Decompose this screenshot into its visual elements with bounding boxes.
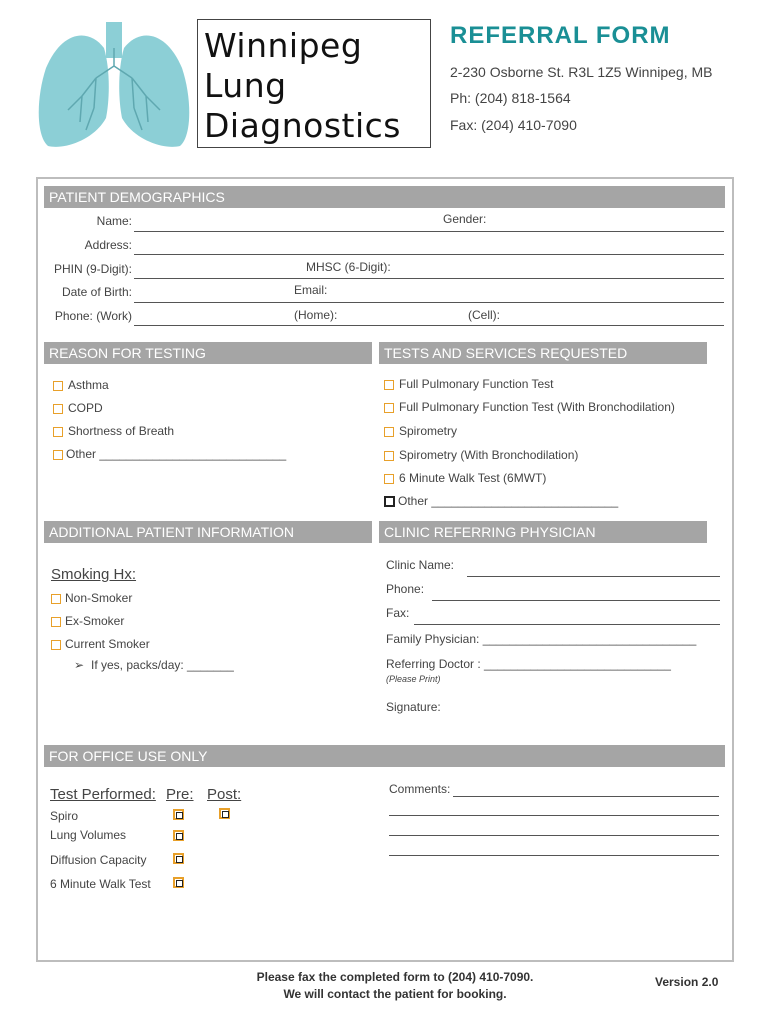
section-reason-for-testing: REASON FOR TESTING xyxy=(44,342,372,364)
dob-field[interactable] xyxy=(134,302,724,303)
comments-line-2[interactable] xyxy=(389,815,719,816)
office-walk-test-label: 6 Minute Walk Test xyxy=(50,877,151,891)
phone-field[interactable] xyxy=(134,325,724,326)
full-pft-bronch-label: Full Pulmonary Function Test (With Bronchodilation) xyxy=(399,400,675,414)
physician-fax-label: Fax: xyxy=(386,606,410,620)
mhsc-label: MHSC (6-Digit): xyxy=(306,260,391,274)
spiro-post-checkbox[interactable] xyxy=(219,808,230,819)
clinic-fax: Fax: (204) 410-7090 xyxy=(450,117,577,133)
logo-line-1: Winnipeg xyxy=(204,26,363,65)
physician-phone-field[interactable] xyxy=(432,600,720,601)
physician-phone-label: Phone: xyxy=(386,582,425,596)
phone-work-label: Phone: (Work) xyxy=(54,309,132,323)
spiro-pre-checkbox[interactable] xyxy=(173,809,184,820)
diffusion-pre-checkbox[interactable] xyxy=(173,853,184,864)
tests-other-checkbox[interactable] xyxy=(384,496,395,507)
full-pft-checkbox[interactable] xyxy=(384,380,394,390)
reason-other-checkbox[interactable] xyxy=(53,450,63,460)
please-print-note: (Please Print) xyxy=(386,674,441,684)
copd-checkbox[interactable] xyxy=(53,404,63,414)
non-smoker-checkbox[interactable] xyxy=(51,594,61,604)
logo-line-3: Diagnostics xyxy=(204,106,401,145)
post-heading: Post: xyxy=(207,786,242,803)
smoking-history-heading: Smoking Hx: xyxy=(51,566,137,583)
phone-home-label: (Home): xyxy=(294,308,338,322)
office-diffusion-label: Diffusion Capacity xyxy=(50,853,147,867)
clinic-name-label: Clinic Name: xyxy=(386,558,455,572)
comments-line-4[interactable] xyxy=(389,855,719,856)
form-frame xyxy=(36,177,734,962)
asthma-label: Asthma xyxy=(68,378,109,392)
name-field[interactable] xyxy=(134,231,724,232)
lung-volumes-pre-checkbox[interactable] xyxy=(173,830,184,841)
full-pft-label: Full Pulmonary Function Test xyxy=(399,377,554,391)
clinic-address: 2-230 Osborne St. R3L 1Z5 Winnipeg, MB xyxy=(450,64,713,80)
reason-other-label: Other ____________________________ xyxy=(66,447,287,461)
walk-test-pre-checkbox[interactable] xyxy=(173,877,184,888)
ex-smoker-label: Ex-Smoker xyxy=(65,614,125,628)
phin-label: PHIN (9-Digit): xyxy=(53,262,132,276)
section-tests-requested: TESTS AND SERVICES REQUESTED xyxy=(379,342,707,364)
current-smoker-checkbox[interactable] xyxy=(51,640,61,650)
spirometry-checkbox[interactable] xyxy=(384,427,394,437)
comments-line-1[interactable] xyxy=(453,796,719,797)
comments-label: Comments: xyxy=(389,782,451,796)
spirometry-bronch-label: Spirometry (With Bronchodilation) xyxy=(399,448,579,462)
section-office-use: FOR OFFICE USE ONLY xyxy=(44,745,725,767)
email-label: Email: xyxy=(294,283,328,297)
address-label: Address: xyxy=(84,238,132,252)
ex-smoker-checkbox[interactable] xyxy=(51,617,61,627)
walk-test-label: 6 Minute Walk Test (6MWT) xyxy=(399,471,547,485)
spirometry-label: Spirometry xyxy=(399,424,458,438)
office-lung-volumes-label: Lung Volumes xyxy=(50,828,127,842)
family-physician-label: Family Physician: ________________________________ xyxy=(386,632,697,646)
asthma-checkbox[interactable] xyxy=(53,381,63,391)
form-title: REFERRAL FORM xyxy=(450,22,671,49)
logo-line-2: Lung xyxy=(204,66,287,105)
walk-test-checkbox[interactable] xyxy=(384,474,394,484)
shortness-of-breath-label: Shortness of Breath xyxy=(68,424,175,438)
tests-other-label: Other ____________________________ xyxy=(398,494,619,508)
name-label: Name: xyxy=(96,214,132,228)
comments-line-3[interactable] xyxy=(389,835,719,836)
full-pft-bronch-checkbox[interactable] xyxy=(384,403,394,413)
office-spiro-label: Spiro xyxy=(50,809,79,823)
copd-label: COPD xyxy=(68,401,103,415)
clinic-name-field[interactable] xyxy=(467,576,720,577)
signature-label: Signature: xyxy=(386,700,441,714)
section-referring-physician: CLINIC REFERRING PHYSICIAN xyxy=(379,521,707,543)
shortness-of-breath-checkbox[interactable] xyxy=(53,427,63,437)
section-additional-info: ADDITIONAL PATIENT INFORMATION xyxy=(44,521,372,543)
spirometry-bronch-checkbox[interactable] xyxy=(384,451,394,461)
current-smoker-label: Current Smoker xyxy=(65,637,150,651)
gender-label: Gender: xyxy=(443,212,487,226)
physician-fax-field[interactable] xyxy=(414,624,720,625)
logo-wordmark xyxy=(197,19,431,148)
clinic-phone: Ph: (204) 818-1564 xyxy=(450,90,571,106)
footer-contact-note: We will contact the patient for booking. xyxy=(283,987,507,1001)
phin-field[interactable] xyxy=(134,278,724,279)
packs-bullet-icon: ➢ xyxy=(74,658,85,672)
referring-doctor-label: Referring Doctor : ____________________________ xyxy=(386,657,671,671)
pre-heading: Pre: xyxy=(166,786,194,803)
footer-fax-instruction: Please fax the completed form to (204) 410-7090. xyxy=(256,970,534,984)
packs-per-day-label: If yes, packs/day: _______ xyxy=(91,658,234,672)
non-smoker-label: Non-Smoker xyxy=(65,591,133,605)
section-patient-demographics: PATIENT DEMOGRAPHICS xyxy=(44,186,725,208)
dob-label: Date of Birth: xyxy=(61,285,132,299)
phone-cell-label: (Cell): xyxy=(468,308,500,322)
version-label: Version 2.0 xyxy=(655,975,719,989)
lungs-logo-icon xyxy=(34,18,194,150)
address-field[interactable] xyxy=(134,254,724,255)
test-performed-heading: Test Performed: xyxy=(50,786,156,803)
